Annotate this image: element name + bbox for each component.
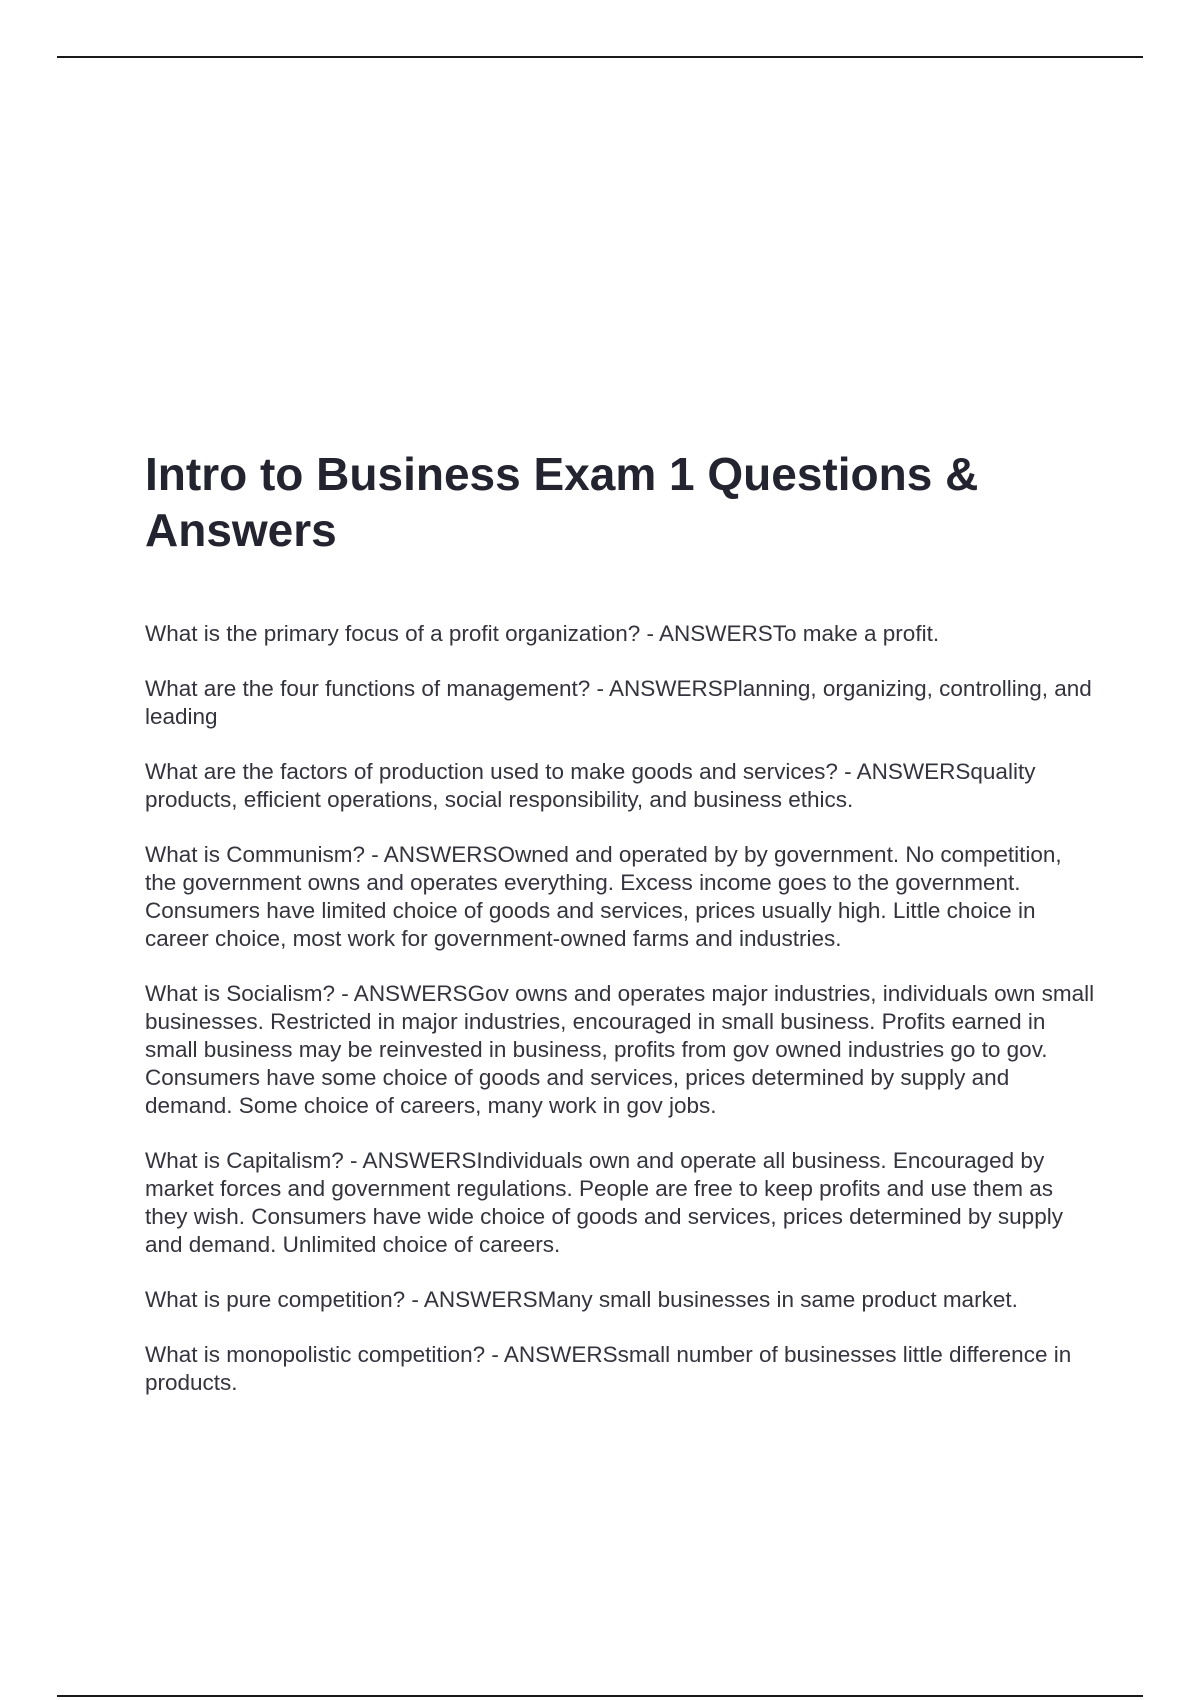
qa-entry: What is Capitalism? - ANSWERSIndividuals own and operate all business. Encouraged by market forces and government regulations. People are free to keep profits and use them as they wish. Consumers have wide choice of goods and services, prices determined by supply and demand. Unlimited choice of careers. (145, 1148, 1063, 1257)
qa-entry: What is the primary focus of a profit organization? - ANSWERSTo make a profit. (145, 621, 940, 646)
document-title: Intro to Business Exam 1 Questions & Answers (145, 448, 979, 556)
qa-entry: What is Socialism? - ANSWERSGov owns and operates major industries, individuals own small businesses. Restricted in major industries, encouraged in small business. Profits earned in small business may be reinvested in business, profits from gov owned industries go to gov. Consumers have some choice of goods and services, prices determined by supply and demand. Some choice of careers, many work in gov jobs. (145, 981, 1095, 1118)
qa-entry: What are the factors of production used to make goods and services? - ANSWERSquality products, efficient operations, social responsibility, and business ethics. (145, 759, 1036, 812)
qa-entry: What is Communism? - ANSWERSOwned and operated by by government. No competition, the government owns and operates everything. Excess income goes to the government. Consumers have limited choice of goods and services, prices usually high. Little choice in career choice, most work for government-owned farms and industries. (145, 842, 1062, 951)
qa-entry: What is pure competition? - ANSWERSMany small businesses in same product market. (145, 1287, 1018, 1312)
header-rule (57, 56, 1143, 58)
qa-entry: What are the four functions of management? - ANSWERSPlanning, organizing, controlling, and leading (145, 676, 1092, 729)
footer-rule (57, 1695, 1143, 1697)
qa-entry: What is monopolistic competition? - ANSWERSsmall number of businesses little difference in products. (145, 1342, 1072, 1395)
document-body (145, 446, 1095, 1424)
